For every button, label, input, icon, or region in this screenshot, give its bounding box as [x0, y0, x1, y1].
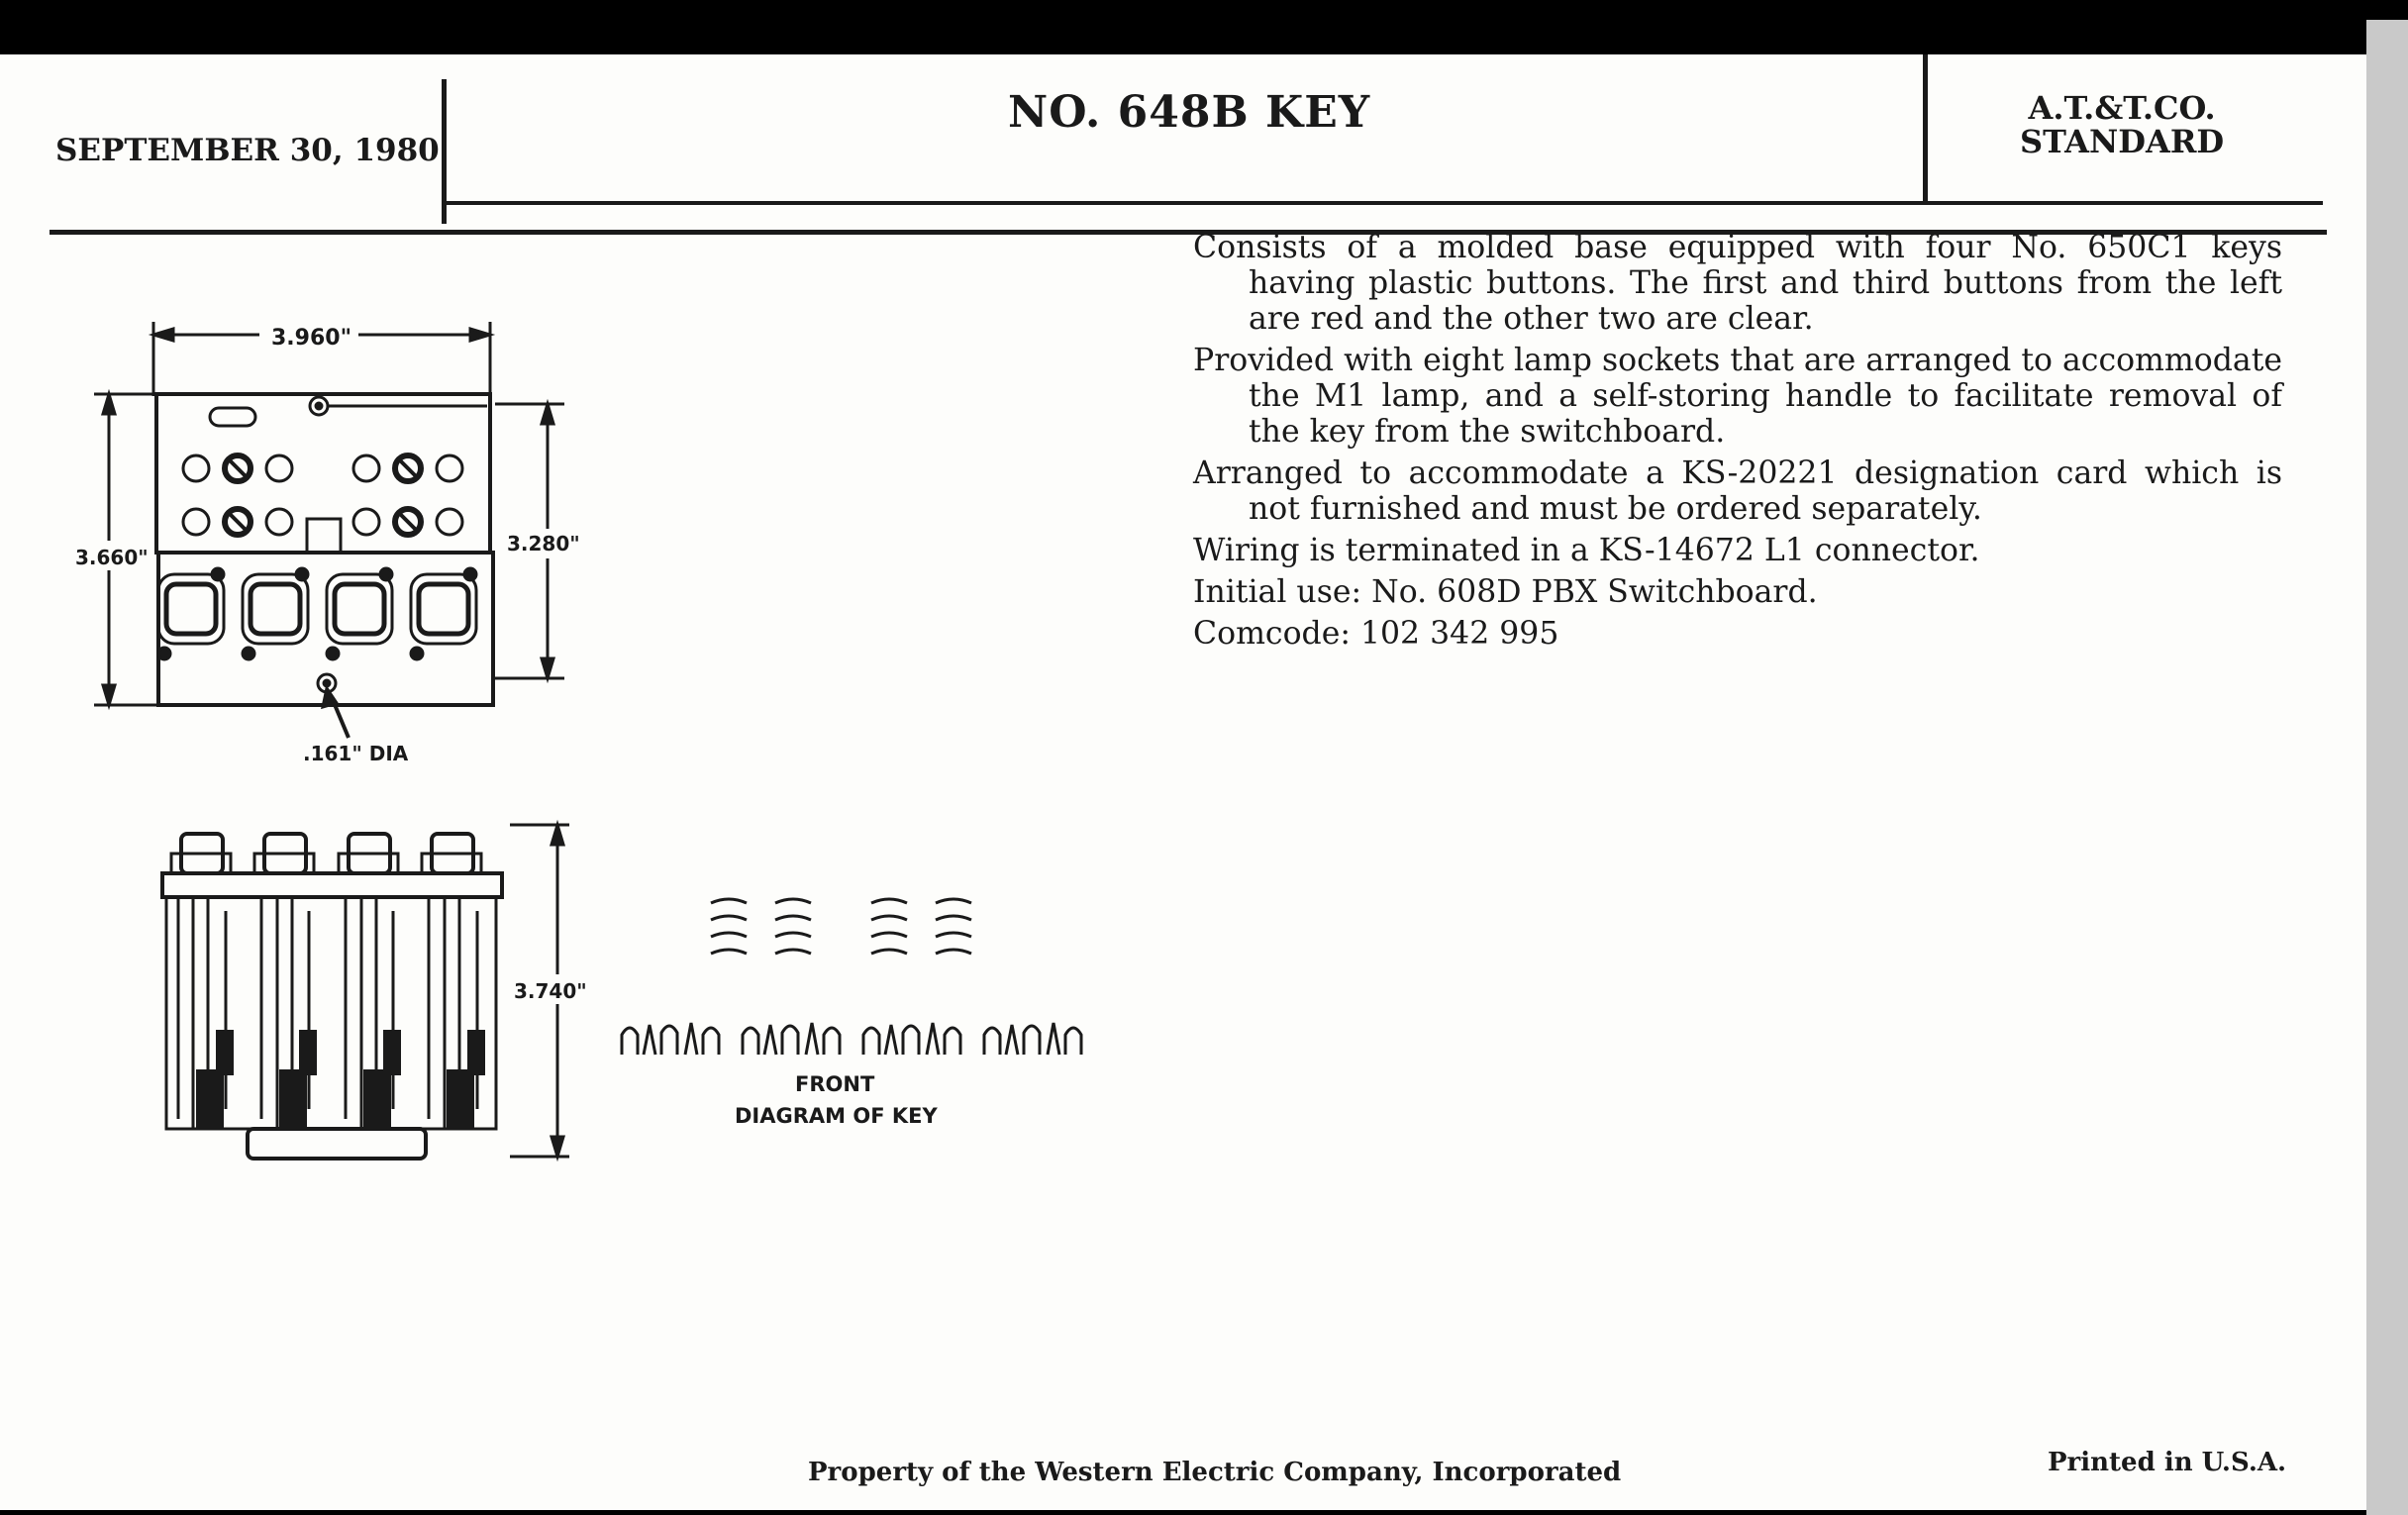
diagram-label-key: DIAGRAM OF KEY	[735, 1104, 938, 1128]
contact-diagram	[622, 899, 1081, 1055]
desc-paragraph: Arranged to accommodate a KS-20221 designation card which is not furnished and must be ordered separately.	[1193, 455, 2282, 527]
side-base-plate	[162, 873, 502, 897]
left-height-dim-label: 3.660"	[75, 546, 149, 569]
desc-paragraph: Consists of a molded base equipped with four No. 650C1 keys having plastic buttons. The first and third buttons from the left are red and the other two are clear.	[1193, 230, 2282, 337]
standard-line-2: STANDARD	[2020, 123, 2225, 160]
issue-date: SEPTEMBER 30, 1980	[55, 133, 440, 168]
desc-paragraph: Initial use: No. 608D PBX Switchboard.	[1193, 574, 1818, 610]
page-title: NO. 648B KEY	[1008, 87, 1371, 138]
printed-notice: Printed in U.S.A.	[2048, 1448, 2287, 1477]
right-height-dim-label: 3.280"	[507, 532, 580, 556]
center-tab	[307, 519, 341, 553]
width-dim-label: 3.960"	[271, 326, 352, 351]
desc-paragraph: Comcode: 102 342 995	[1193, 616, 1559, 652]
card-slot	[210, 408, 255, 426]
diagram-label-front: FRONT	[795, 1072, 875, 1096]
desc-paragraph: Provided with eight lamp sockets that are arranged to accommodate the M1 lamp, and a self-storing handle to facilitate removal of the key from the switchboard.	[1193, 343, 2282, 450]
hole-dim-label: .161" DIA	[303, 742, 409, 765]
key-button	[335, 584, 384, 634]
key-button	[251, 584, 300, 634]
standard-line-1: A.T.&T.CO.	[2028, 89, 2216, 127]
desc-paragraph: Wiring is terminated in a KS-14672 L1 connector.	[1193, 533, 1980, 568]
key-button	[166, 584, 216, 634]
connector	[248, 1129, 426, 1159]
key-button	[419, 584, 468, 634]
side-height-dim-label: 3.740"	[514, 979, 587, 1003]
property-notice: Property of the Western Electric Company, Incorporated	[808, 1458, 1622, 1487]
